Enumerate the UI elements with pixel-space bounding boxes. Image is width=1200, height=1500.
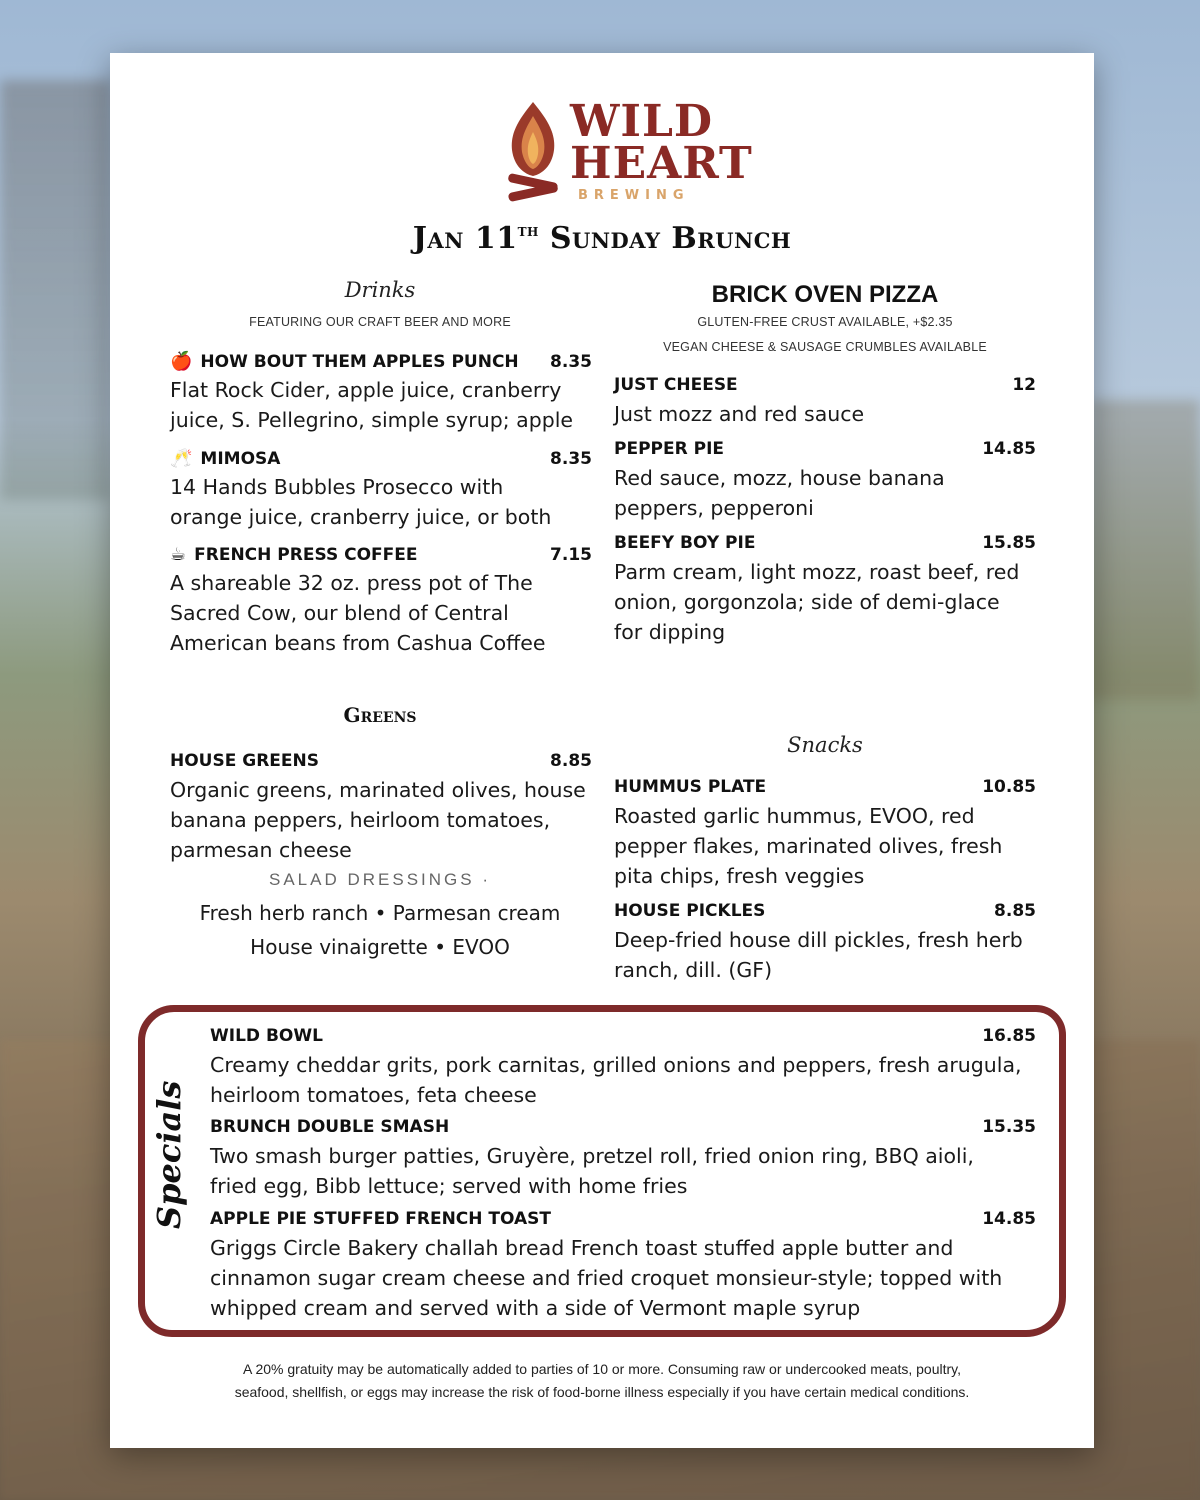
snacks-heading: Snacks [787,733,863,757]
pizza-subheading-1: GLUTEN-FREE CRUST AVAILABLE, +$2.35 [697,315,953,329]
item-price: 8.35 [550,449,592,469]
campfire-icon [500,98,566,208]
menu-item-pizza [614,533,1036,647]
salad-dressings-line: Fresh herb ranch • Parmesan cream [199,901,561,925]
item-name: FRENCH PRESS COFFEE [194,544,418,565]
item-price: 14.85 [982,439,1036,459]
background-field [1090,400,1200,700]
item-description: Griggs Circle Bakery challah bread French toast stuffed apple butter and cinnamon sugar cream cheese and fried croquet monsieur-style; topped with whipped cream and served with a side of Vermont maple syrup [210,1236,1003,1320]
item-name: JUST CHEESE [614,375,738,395]
item-name: BEEFY BOY PIE [614,533,756,553]
item-description: Roasted garlic hummus, EVOO, red pepper flakes, marinated olives, fresh pita chips, fresh veggies [614,804,1003,888]
item-description: Red sauce, mozz, house banana peppers, pepperoni [614,466,945,520]
salad-dressings-line: House vinaigrette • EVOO [250,935,510,959]
item-name: HUMMUS PLATE [614,777,767,797]
item-description: Organic greens, marinated olives, house banana peppers, heirloom tomatoes, parmesan cheese [170,778,586,862]
item-name: MIMOSA [200,448,281,469]
page-title [110,221,1094,256]
item-price: 15.35 [982,1117,1036,1137]
menu-item-special [210,1117,1036,1201]
menu-item-snack [614,901,1036,985]
specials-label: Specials [150,1080,188,1229]
item-description: Parm cream, light mozz, roast beef, red onion, gorgonzola; side of demi-glace for dipping [614,560,1020,644]
menu-item-drink [170,351,592,435]
item-price: 12 [1012,375,1036,395]
item-name: HOW BOUT THEM APPLES PUNCH [200,351,519,372]
item-name: BRUNCH DOUBLE SMASH [210,1117,450,1137]
coffee-cup-icon: ☕ [170,544,187,565]
logo-text-heart: HEART [570,138,753,189]
item-description: Flat Rock Cider, apple juice, cranberry juice, S. Pellegrino, simple syrup; apple [170,378,574,432]
item-name: PEPPER PIE [614,439,725,459]
apple-icon: 🍎 [170,351,193,372]
menu-item-drink [170,544,592,658]
drinks-subheading: FEATURING OUR CRAFT BEER AND MORE [249,315,511,329]
item-price: 15.85 [982,533,1036,553]
item-price: 8.85 [550,751,592,771]
menu-item-special [210,1026,1036,1110]
drinks-heading: Drinks [344,278,416,302]
menu-item-drink [170,448,592,532]
menu-item-pizza [614,439,1036,523]
item-name: HOUSE PICKLES [614,901,766,921]
disclaimer-footer [150,1358,1054,1404]
item-name: HOUSE GREENS [170,751,319,771]
title-date: Jan 11 [412,221,518,256]
menu-item-greens [170,751,592,865]
disclaimer-line: A 20% gratuity may be automatically added to parties of 10 or more. Consuming raw or undercooked meats, poultry, [243,1361,961,1377]
title-ordinal: th [517,221,539,241]
item-name: APPLE PIE STUFFED FRENCH TOAST [210,1209,552,1229]
salad-dressings-title: SALAD DRESSINGS · [269,870,491,889]
title-rest: Sunday Brunch [538,221,792,256]
brand-logo [500,96,753,208]
item-description: Creamy cheddar grits, pork carnitas, grilled onions and peppers, fresh arugula, heirloom tomatoes, feta cheese [210,1053,1022,1107]
logo-text-wild: WILD [570,96,714,147]
background-tree [0,80,110,500]
item-price: 8.85 [994,901,1036,921]
item-price: 16.85 [982,1026,1036,1046]
menu-item-snack [614,777,1036,891]
champagne-glasses-icon: 🥂 [170,448,193,469]
menu-item-special [210,1209,1036,1323]
item-description: Deep-fried house dill pickles, fresh herb ranch, dill. (GF) [614,928,1023,982]
item-name: WILD BOWL [210,1026,323,1046]
logo-text-brewing: BREWING [578,188,690,203]
item-price: 8.35 [550,352,592,372]
pizza-subheading-2: VEGAN CHEESE & SAUSAGE CRUMBLES AVAILABLE [663,340,987,354]
item-description: Two smash burger patties, Gruyère, pretzel roll, fried onion ring, BBQ aioli, fried egg, Bibb lettuce; served with home fries [210,1144,974,1198]
item-description: Just mozz and red sauce [614,402,865,426]
disclaimer-line: seafood, shellfish, or eggs may increase the risk of food-borne illness especially if you have certain medical conditions. [234,1384,970,1400]
greens-heading: Greens [343,703,417,727]
item-price: 7.15 [550,545,592,565]
pizza-heading: BRICK OVEN PIZZA [711,281,939,308]
item-price: 10.85 [982,777,1036,797]
item-description: A shareable 32 oz. press pot of The Sacred Cow, our blend of Central American beans from Cashua Coffee [170,571,546,655]
item-description: 14 Hands Bubbles Prosecco with orange juice, cranberry juice, or both [170,475,552,529]
menu-sheet [110,53,1094,1448]
item-price: 14.85 [982,1209,1036,1229]
menu-item-pizza [614,375,1036,429]
